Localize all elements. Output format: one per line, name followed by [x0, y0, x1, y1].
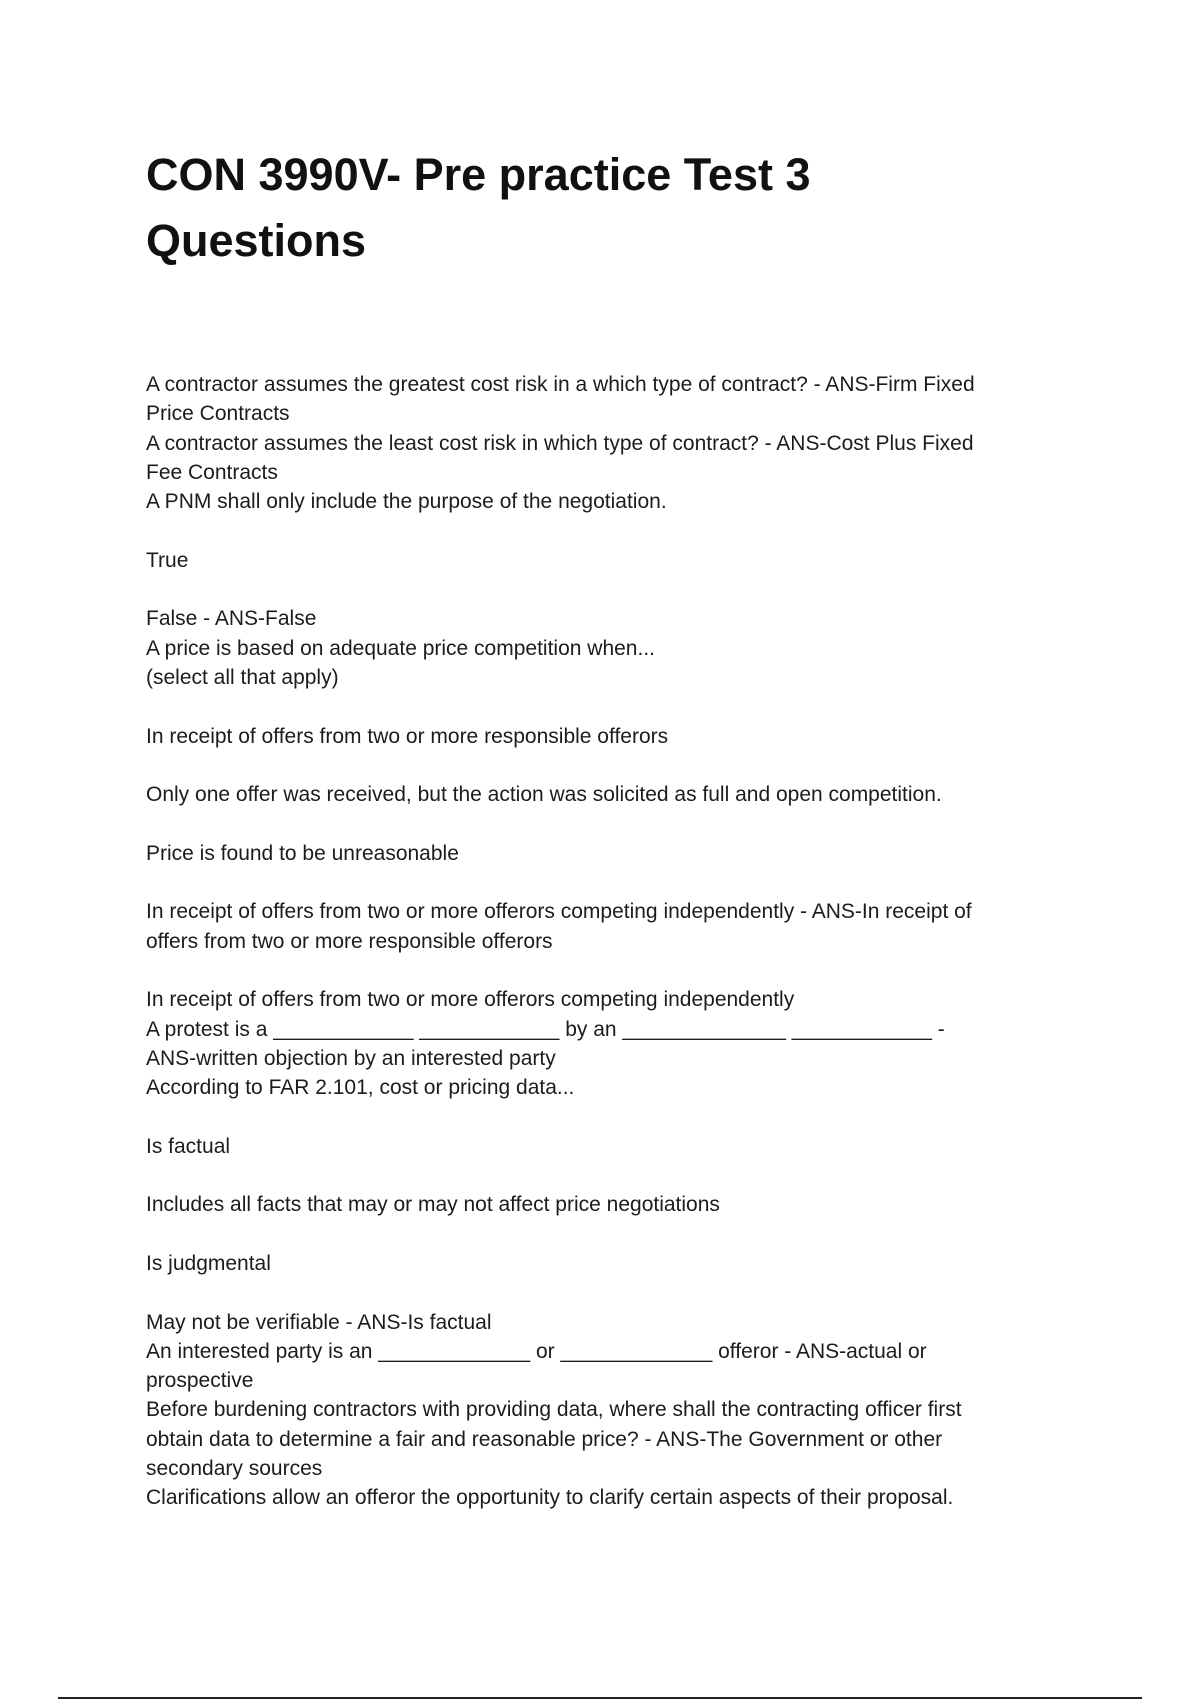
- blank-line: [146, 1278, 1046, 1307]
- text-line: True: [146, 548, 189, 572]
- text-line: False - ANS-False: [146, 607, 317, 631]
- blank-line: [146, 1102, 1046, 1131]
- title-line-2: Questions: [146, 215, 367, 266]
- text-line: In receipt of offers from two or more responsible offerors: [146, 724, 669, 748]
- blank-line: [146, 692, 1046, 721]
- text-line: ANS-written objection by an interested party: [146, 1046, 556, 1070]
- blank-line: [146, 751, 1046, 780]
- title-line-1: CON 3990V- Pre practice Test 3: [146, 149, 811, 200]
- text-line: Only one offer was received, but the action was solicited as full and open competition.: [146, 783, 942, 807]
- text-line: prospective: [146, 1369, 254, 1393]
- blank-line: [146, 956, 1046, 985]
- text-line: May not be verifiable - ANS-Is factual: [146, 1310, 492, 1334]
- blank-line: [146, 575, 1046, 604]
- text-line: A contractor assumes the least cost risk in which type of contract? - ANS-Cost Plus Fixed: [146, 431, 974, 455]
- text-line: (select all that apply): [146, 665, 339, 689]
- page-title: [146, 142, 1046, 274]
- blank-line: [146, 1220, 1046, 1249]
- blank-line: [146, 809, 1046, 838]
- question-answer-body: [146, 370, 1046, 1513]
- text-line: obtain data to determine a fair and reasonable price? - ANS-The Government or other: [146, 1427, 943, 1451]
- blank-line: [146, 1161, 1046, 1190]
- text-line: A price is based on adequate price competition when...: [146, 636, 655, 660]
- text-line: secondary sources: [146, 1456, 323, 1480]
- text-line: Clarifications allow an offeror the opportunity to clarify certain aspects of their proposal.: [146, 1486, 954, 1510]
- page-bottom-divider: [58, 1697, 1142, 1699]
- text-line: An interested party is an _____________ or _____________ offeror - ANS-actual or: [146, 1339, 927, 1363]
- text-line: Price is found to be unreasonable: [146, 841, 459, 865]
- text-line: A contractor assumes the greatest cost risk in a which type of contract? - ANS-Firm Fixed: [146, 373, 975, 396]
- text-line: Before burdening contractors with providing data, where shall the contracting officer first: [146, 1398, 962, 1422]
- text-line: offers from two or more responsible offerors: [146, 929, 553, 953]
- text-line: Price Contracts: [146, 402, 290, 426]
- text-line: Is judgmental: [146, 1251, 271, 1275]
- text-line: A PNM shall only include the purpose of the negotiation.: [146, 490, 667, 514]
- text-line: According to FAR 2.101, cost or pricing data...: [146, 1076, 575, 1100]
- text-line: Is factual: [146, 1134, 231, 1158]
- text-line: In receipt of offers from two or more offerors competing independently: [146, 988, 795, 1012]
- text-line: In receipt of offers from two or more offerors competing independently - ANS-In receipt of: [146, 900, 972, 924]
- text-line: Includes all facts that may or may not affect price negotiations: [146, 1193, 720, 1217]
- text-line: A protest is a ____________ ____________ by an ______________ ____________ -: [146, 1017, 945, 1041]
- text-line: Fee Contracts: [146, 460, 278, 484]
- blank-line: [146, 868, 1046, 897]
- blank-line: [146, 516, 1046, 545]
